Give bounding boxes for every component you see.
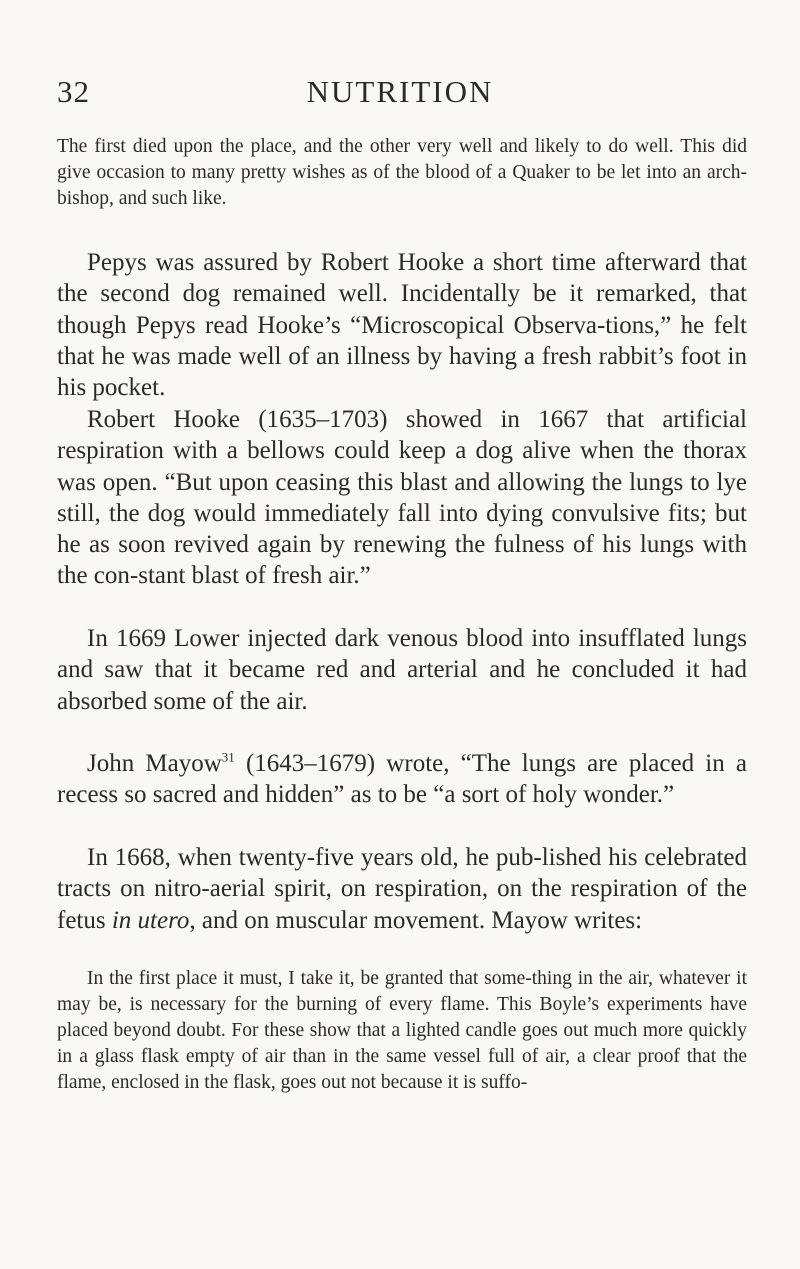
block-quote: In the first place it must, I take it, be granted that some-thing in the air, whatever it may be, is necessary for the burning of every flame. This Boyle’s experiments have placed beyond doubt. For these show that a lighted candle goes out much more quickly in a glass flask empty of air than in the same vessel full of air, a clear proof that the flame, enclosed in the flask, goes out not because it is suffo- xyxy=(57,968,747,1093)
paragraph-mayow-text-a: John Mayow xyxy=(87,750,222,777)
page-header xyxy=(0,74,800,118)
running-title: NUTRITION xyxy=(306,74,494,109)
paragraph-pepys: Pepys was assured by Robert Hooke a short time afterward that the second dog remained well. Incidentally be it remarked, that though Pepys read Hooke’s “Microscopical Observa-tions,” he felt that he was made well of an illness by having a fresh rabbit’s foot in his pocket. xyxy=(57,249,747,402)
page-number: 32 xyxy=(57,74,90,109)
paragraph-tracts-text-b: , and on muscular movement. Mayow writes: xyxy=(189,906,643,934)
paragraph-tracts xyxy=(57,842,747,936)
paragraph-mayow-text-b: (1643–1679) wrote, “The lungs are placed in a recess so sacred and hidden” as to be “a sort of holy wonder.” xyxy=(57,750,747,809)
italic-phrase: in utero xyxy=(111,906,190,934)
footnote-reference: 31 xyxy=(221,749,235,765)
paragraph-mayow xyxy=(57,748,747,811)
paragraph-lower: In 1669 Lower injected dark venous blood into insufflated lungs and saw that it became red and arterial and he concluded it had absorbed some of the air. xyxy=(57,625,747,715)
paragraph-continuation: The first died upon the place, and the other very well and likely to do well. This did give occasion to many pretty wishes as of the blood of a Quaker to be let into an arch-bishop, and such like. xyxy=(57,136,747,209)
paragraph-hooke: Robert Hooke (1635–1703) showed in 1667 that artificial respiration with a bellows could keep a dog alive when the thorax was open. “But upon ceasing this blast and allowing the lungs to lye still, the dog would immediately fall into dying convulsive fits; but he as soon revived again by renewing the fulness of his lungs with the con-stant blast of fresh air.” xyxy=(57,406,747,590)
paragraph-tracts-text-a: In 1668, when twenty-five years old, he pub-lished his celebrated tracts on nitro-aerial spirit, on respiration, on the respiration of the fetus xyxy=(57,844,747,934)
